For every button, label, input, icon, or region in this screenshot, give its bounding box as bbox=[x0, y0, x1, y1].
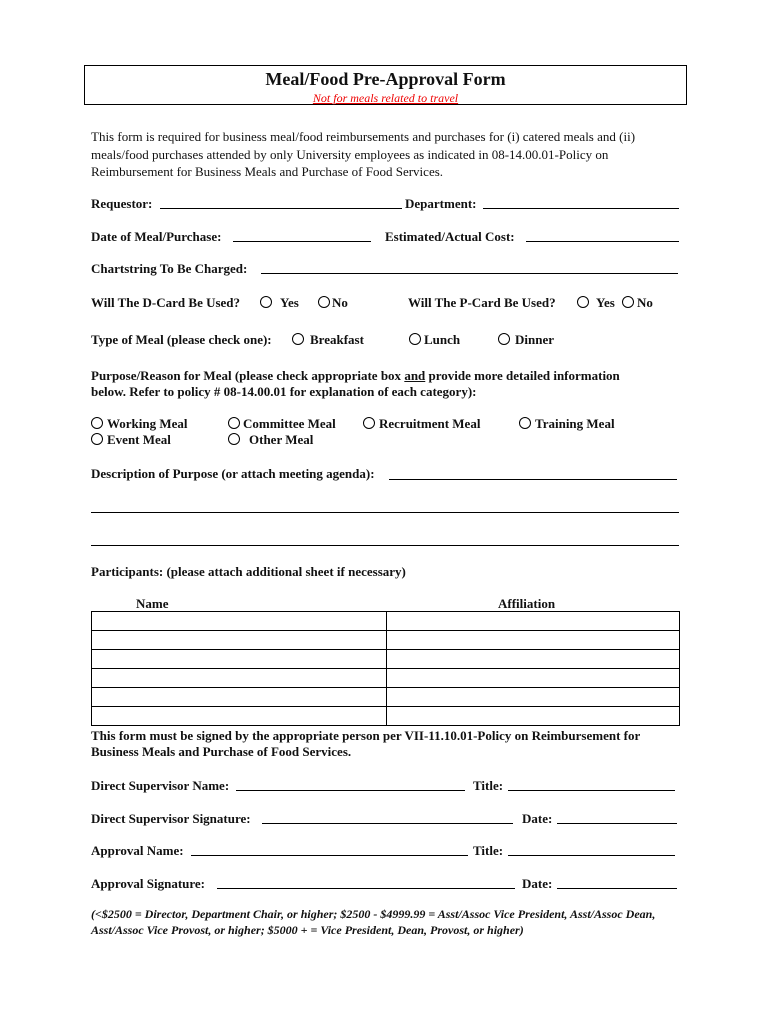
dcard-no-radio[interactable] bbox=[318, 296, 330, 308]
approval-name-label: Approval Name: bbox=[91, 843, 184, 858]
other-meal-label: Other Meal bbox=[249, 432, 314, 447]
meal-type-label: Type of Meal (please check one): bbox=[91, 332, 272, 347]
dinner-radio[interactable] bbox=[498, 333, 510, 345]
table-row bbox=[92, 688, 680, 707]
working-meal-label: Working Meal bbox=[107, 416, 188, 431]
title1-field[interactable] bbox=[508, 790, 675, 791]
dinner-label: Dinner bbox=[515, 332, 554, 347]
sign-notice: This form must be signed by the appropriate person per VII-11.10.01-Policy on Reimbursement for Business Meals and Purchase of Food Services. bbox=[91, 728, 641, 759]
estimated-cost-field[interactable] bbox=[526, 241, 679, 242]
name-cell[interactable] bbox=[92, 612, 387, 631]
department-field[interactable] bbox=[483, 208, 679, 209]
committee-meal-radio[interactable] bbox=[228, 417, 240, 429]
pcard-yes-label: Yes bbox=[596, 295, 615, 310]
intro-paragraph: This form is required for business meal/food reimbursements and purchases for (i) catered meals and (ii) meals/food purchases attended by only University employees as indicated in 08-14.00.01-Policy on Reimbursement for Business Meals and Purchase of Food Services. bbox=[91, 129, 636, 179]
dcard-question: Will The D-Card Be Used? bbox=[91, 295, 241, 310]
approval-name-field[interactable] bbox=[191, 855, 468, 856]
purpose-instructions-line2: below. Refer to policy # 08-14.00.01 for explanation of each category): bbox=[91, 384, 477, 399]
date2-label: Date: bbox=[522, 876, 553, 891]
table-row bbox=[92, 707, 680, 726]
affiliation-cell[interactable] bbox=[387, 631, 680, 650]
breakfast-radio[interactable] bbox=[292, 333, 304, 345]
date1-field[interactable] bbox=[557, 823, 677, 824]
supervisor-signature-field[interactable] bbox=[262, 823, 513, 824]
title2-label: Title: bbox=[473, 843, 504, 858]
description-field-line3[interactable] bbox=[91, 545, 679, 546]
committee-meal-label: Committee Meal bbox=[243, 416, 336, 431]
purpose-text-before: Purpose/Reason for Meal (please check appropriate box bbox=[91, 368, 405, 383]
form-subtitle: Not for meals related to travel bbox=[312, 91, 459, 105]
affiliation-cell[interactable] bbox=[387, 688, 680, 707]
table-row bbox=[92, 650, 680, 669]
form-title: Meal/Food Pre-Approval Form bbox=[265, 69, 506, 89]
table-row bbox=[92, 612, 680, 631]
participants-label: Participants: (please attach additional sheet if necessary) bbox=[91, 564, 406, 579]
date1-label: Date: bbox=[522, 811, 553, 826]
table-row bbox=[92, 669, 680, 688]
supervisor-signature-label: Direct Supervisor Signature: bbox=[91, 811, 251, 826]
approval-signature-field[interactable] bbox=[217, 888, 515, 889]
lunch-label: Lunch bbox=[424, 332, 461, 347]
name-cell[interactable] bbox=[92, 688, 387, 707]
other-meal-radio[interactable] bbox=[228, 433, 240, 445]
purpose-text-and: and bbox=[404, 368, 426, 383]
approval-footnote: (<$2500 = Director, Department Chair, or higher; $2500 - $4999.99 = Asst/Assoc Vice President, Asst/Assoc Dean, Asst/Assoc Vice Provost, or higher; $5000 + = Vice President, Dean, Provost, or higher) bbox=[91, 907, 656, 937]
event-meal-radio[interactable] bbox=[91, 433, 103, 445]
pcard-no-label: No bbox=[637, 295, 653, 310]
description-field-line1[interactable] bbox=[389, 479, 677, 480]
requestor-field[interactable] bbox=[160, 208, 402, 209]
pcard-yes-radio[interactable] bbox=[577, 296, 589, 308]
training-meal-label: Training Meal bbox=[535, 416, 615, 431]
supervisor-name-field[interactable] bbox=[236, 790, 465, 791]
purpose-instructions bbox=[91, 368, 691, 384]
name-cell[interactable] bbox=[92, 631, 387, 650]
date-of-meal-label: Date of Meal/Purchase: bbox=[91, 229, 222, 244]
recruitment-meal-radio[interactable] bbox=[363, 417, 375, 429]
lunch-radio[interactable] bbox=[409, 333, 421, 345]
affiliation-cell[interactable] bbox=[387, 612, 680, 631]
affiliation-cell[interactable] bbox=[387, 707, 680, 726]
title2-field[interactable] bbox=[508, 855, 675, 856]
breakfast-label: Breakfast bbox=[310, 332, 364, 347]
chartstring-label: Chartstring To Be Charged: bbox=[91, 261, 248, 276]
title1-label: Title: bbox=[473, 778, 504, 793]
pcard-question: Will The P-Card Be Used? bbox=[408, 295, 556, 310]
estimated-cost-label: Estimated/Actual Cost: bbox=[385, 229, 515, 244]
dcard-yes-radio[interactable] bbox=[260, 296, 272, 308]
column-affiliation-header: Affiliation bbox=[498, 596, 556, 611]
event-meal-label: Event Meal bbox=[107, 432, 171, 447]
recruitment-meal-label: Recruitment Meal bbox=[379, 416, 481, 431]
affiliation-cell[interactable] bbox=[387, 669, 680, 688]
department-label: Department: bbox=[405, 196, 477, 211]
approval-signature-label: Approval Signature: bbox=[91, 876, 206, 891]
name-cell[interactable] bbox=[92, 707, 387, 726]
date-of-meal-field[interactable] bbox=[233, 241, 371, 242]
table-row bbox=[92, 631, 680, 650]
purpose-text-after: provide more detailed information bbox=[425, 368, 620, 383]
chartstring-field[interactable] bbox=[261, 273, 678, 274]
participants-table bbox=[91, 611, 680, 726]
date2-field[interactable] bbox=[557, 888, 677, 889]
dcard-yes-label: Yes bbox=[280, 295, 299, 310]
dcard-no-label: No bbox=[332, 295, 348, 310]
column-name-header: Name bbox=[136, 596, 169, 611]
description-field-line2[interactable] bbox=[91, 512, 679, 513]
name-cell[interactable] bbox=[92, 650, 387, 669]
requestor-label: Requestor: bbox=[91, 196, 153, 211]
description-label: Description of Purpose (or attach meeting agenda): bbox=[91, 466, 375, 481]
supervisor-name-label: Direct Supervisor Name: bbox=[91, 778, 230, 793]
training-meal-radio[interactable] bbox=[519, 417, 531, 429]
pcard-no-radio[interactable] bbox=[622, 296, 634, 308]
working-meal-radio[interactable] bbox=[91, 417, 103, 429]
name-cell[interactable] bbox=[92, 669, 387, 688]
affiliation-cell[interactable] bbox=[387, 650, 680, 669]
